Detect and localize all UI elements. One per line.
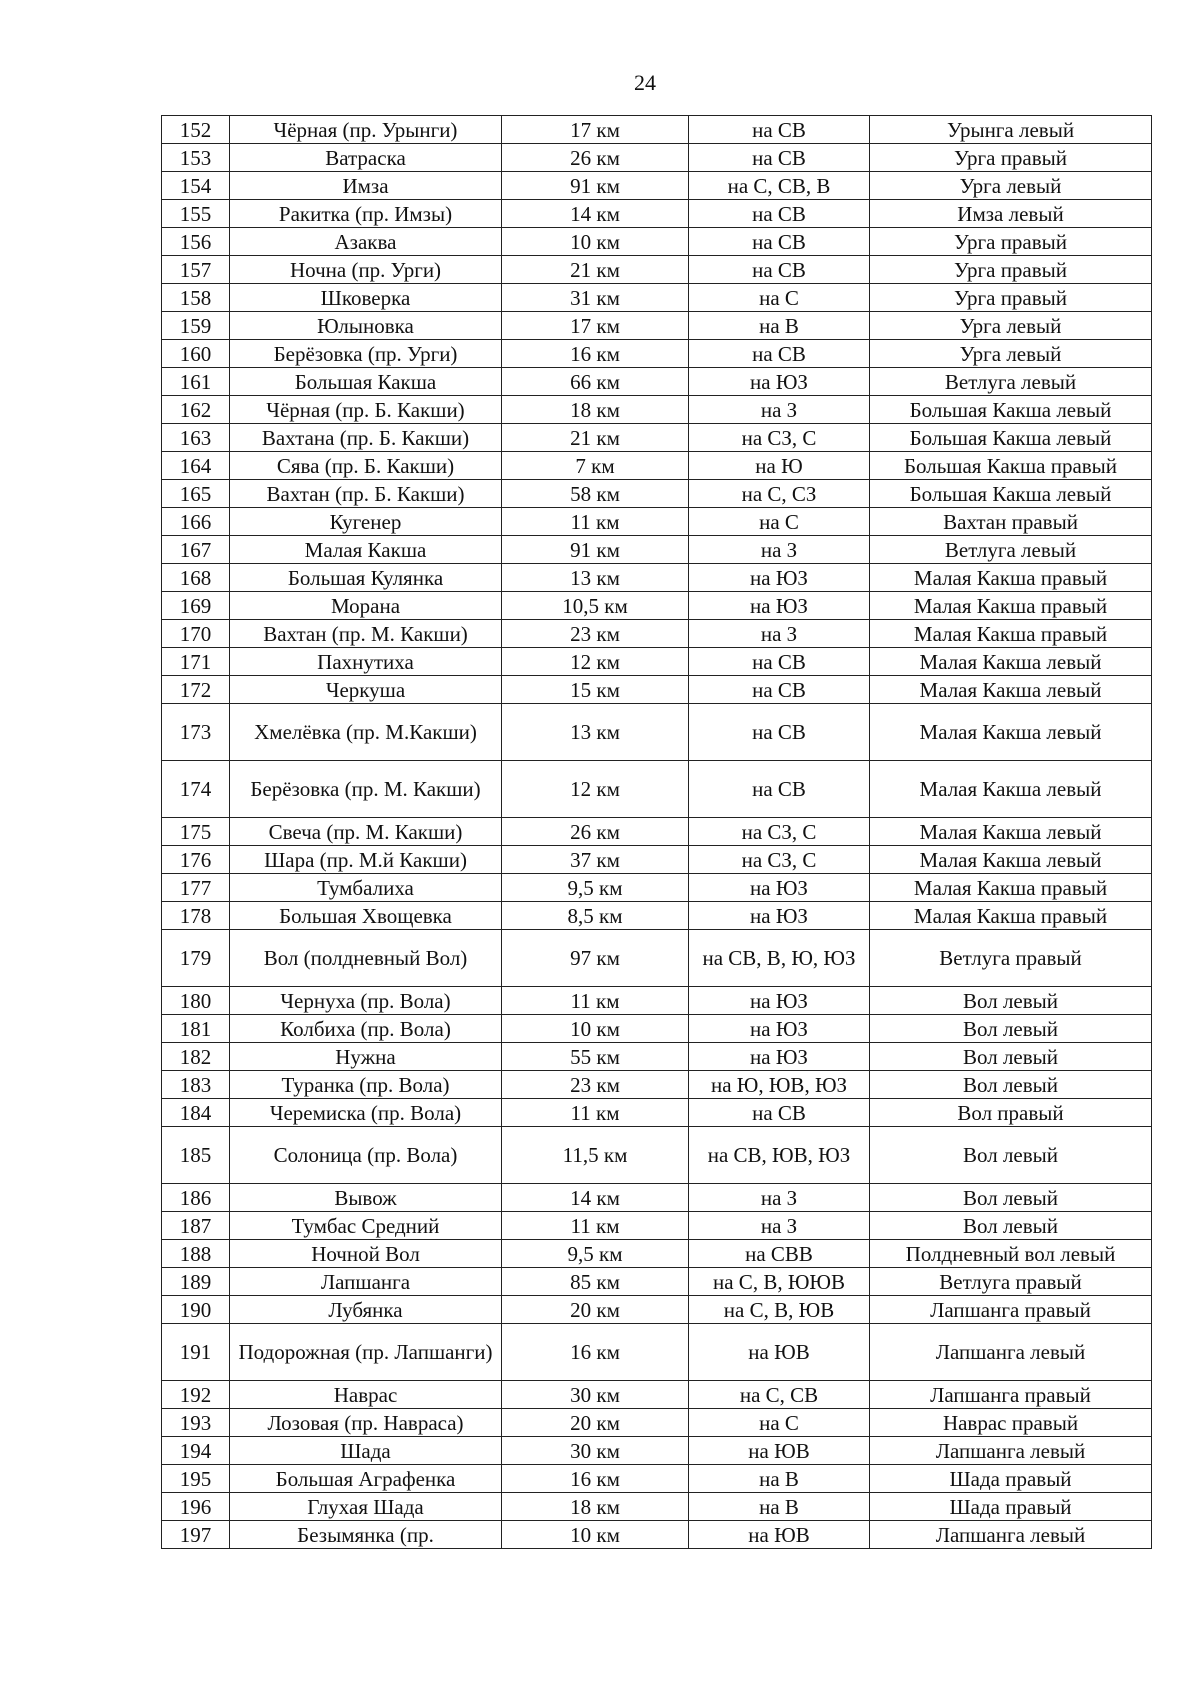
river-length: 11 км — [502, 987, 689, 1015]
river-name: Лубянка — [230, 1296, 502, 1324]
river-name: Ночной Вол — [230, 1240, 502, 1268]
row-number: 161 — [162, 368, 230, 396]
river-length: 17 км — [502, 116, 689, 144]
flow-direction: на С — [689, 508, 870, 536]
mouth-river: Полдневный вол левый — [870, 1240, 1152, 1268]
river-length: 11 км — [502, 508, 689, 536]
river-length: 23 км — [502, 620, 689, 648]
mouth-river: Вол левый — [870, 1043, 1152, 1071]
flow-direction: на СВ — [689, 761, 870, 818]
table-row — [162, 452, 1152, 480]
row-number: 170 — [162, 620, 230, 648]
table-row — [162, 116, 1152, 144]
mouth-river: Лапшанга левый — [870, 1324, 1152, 1381]
flow-direction: на СВ — [689, 228, 870, 256]
flow-direction: на З — [689, 1184, 870, 1212]
mouth-river: Лапшанга левый — [870, 1521, 1152, 1549]
river-name: Шада — [230, 1437, 502, 1465]
flow-direction: на ЮЗ — [689, 592, 870, 620]
river-length: 31 км — [502, 284, 689, 312]
river-length: 91 км — [502, 536, 689, 564]
flow-direction: на В — [689, 312, 870, 340]
table-row — [162, 1099, 1152, 1127]
river-length: 16 км — [502, 340, 689, 368]
row-number: 158 — [162, 284, 230, 312]
mouth-river: Вол левый — [870, 1015, 1152, 1043]
table-row — [162, 1437, 1152, 1465]
row-number: 185 — [162, 1127, 230, 1184]
river-name: Берёзовка (пр. Урги) — [230, 340, 502, 368]
row-number: 156 — [162, 228, 230, 256]
row-number: 174 — [162, 761, 230, 818]
river-length: 14 км — [502, 1184, 689, 1212]
river-name: Вол (полдневный Вол) — [230, 930, 502, 987]
river-length: 91 км — [502, 172, 689, 200]
river-name: Колбиха (пр. Вола) — [230, 1015, 502, 1043]
river-length: 12 км — [502, 761, 689, 818]
river-name: Большая Какша — [230, 368, 502, 396]
mouth-river: Вол правый — [870, 1099, 1152, 1127]
river-name: Берёзовка (пр. М. Какши) — [230, 761, 502, 818]
flow-direction: на В — [689, 1465, 870, 1493]
mouth-river: Урга левый — [870, 312, 1152, 340]
river-length: 20 км — [502, 1296, 689, 1324]
river-name: Чёрная (пр. Б. Какши) — [230, 396, 502, 424]
row-number: 155 — [162, 200, 230, 228]
river-length: 23 км — [502, 1071, 689, 1099]
flow-direction: на З — [689, 536, 870, 564]
table-row — [162, 1043, 1152, 1071]
river-name: Вывож — [230, 1184, 502, 1212]
row-number: 166 — [162, 508, 230, 536]
row-number: 181 — [162, 1015, 230, 1043]
river-name: Ночна (пр. Урги) — [230, 256, 502, 284]
row-number: 179 — [162, 930, 230, 987]
mouth-river: Урынга левый — [870, 116, 1152, 144]
row-number: 172 — [162, 676, 230, 704]
river-name: Вахтана (пр. Б. Какши) — [230, 424, 502, 452]
river-length: 55 км — [502, 1043, 689, 1071]
river-name: Вахтан (пр. Б. Какши) — [230, 480, 502, 508]
table-row — [162, 874, 1152, 902]
row-number: 168 — [162, 564, 230, 592]
row-number: 186 — [162, 1184, 230, 1212]
river-length: 30 км — [502, 1381, 689, 1409]
river-length: 7 км — [502, 452, 689, 480]
flow-direction: на СВ — [689, 648, 870, 676]
mouth-river: Урга правый — [870, 144, 1152, 172]
table-row — [162, 284, 1152, 312]
river-length: 9,5 км — [502, 874, 689, 902]
mouth-river: Малая Какша правый — [870, 592, 1152, 620]
river-length: 13 км — [502, 564, 689, 592]
mouth-river: Большая Какша левый — [870, 480, 1152, 508]
flow-direction: на СВ — [689, 340, 870, 368]
table-row — [162, 396, 1152, 424]
flow-direction: на С, СВ — [689, 1381, 870, 1409]
table-row — [162, 676, 1152, 704]
table-row — [162, 368, 1152, 396]
table-row — [162, 1212, 1152, 1240]
mouth-river: Урга правый — [870, 284, 1152, 312]
river-length: 21 км — [502, 424, 689, 452]
river-name: Подорожная (пр. Лапшанги) — [230, 1324, 502, 1381]
table-row — [162, 1015, 1152, 1043]
mouth-river: Малая Какша правый — [870, 874, 1152, 902]
table-row — [162, 648, 1152, 676]
river-length: 97 км — [502, 930, 689, 987]
flow-direction: на СЗ, С — [689, 846, 870, 874]
mouth-river: Урга левый — [870, 172, 1152, 200]
mouth-river: Малая Какша левый — [870, 818, 1152, 846]
flow-direction: на С, СВ, В — [689, 172, 870, 200]
flow-direction: на СВ, В, Ю, ЮЗ — [689, 930, 870, 987]
river-name: Лозовая (пр. Навраса) — [230, 1409, 502, 1437]
river-length: 10 км — [502, 1015, 689, 1043]
flow-direction: на СВ — [689, 200, 870, 228]
flow-direction: на ЮЗ — [689, 1043, 870, 1071]
flow-direction: на З — [689, 620, 870, 648]
table-row — [162, 172, 1152, 200]
row-number: 177 — [162, 874, 230, 902]
row-number: 157 — [162, 256, 230, 284]
flow-direction: на ЮЗ — [689, 874, 870, 902]
table-row — [162, 930, 1152, 987]
river-length: 10 км — [502, 228, 689, 256]
flow-direction: на С, В, ЮВ — [689, 1296, 870, 1324]
river-name: Свеча (пр. М. Какши) — [230, 818, 502, 846]
mouth-river: Лапшанга правый — [870, 1381, 1152, 1409]
table-row — [162, 620, 1152, 648]
table-row — [162, 1184, 1152, 1212]
flow-direction: на ЮВ — [689, 1521, 870, 1549]
table-row — [162, 1324, 1152, 1381]
table-row — [162, 1493, 1152, 1521]
table-row — [162, 704, 1152, 761]
flow-direction: на СВВ — [689, 1240, 870, 1268]
river-name: Малая Какша — [230, 536, 502, 564]
river-name: Ватраска — [230, 144, 502, 172]
row-number: 164 — [162, 452, 230, 480]
row-number: 183 — [162, 1071, 230, 1099]
mouth-river: Малая Какша левый — [870, 676, 1152, 704]
river-name: Черкуша — [230, 676, 502, 704]
row-number: 173 — [162, 704, 230, 761]
mouth-river: Урга правый — [870, 256, 1152, 284]
mouth-river: Вол левый — [870, 1212, 1152, 1240]
table-row — [162, 564, 1152, 592]
flow-direction: на С — [689, 1409, 870, 1437]
mouth-river: Урга левый — [870, 340, 1152, 368]
flow-direction: на ЮВ — [689, 1437, 870, 1465]
flow-direction: на СВ — [689, 1099, 870, 1127]
river-name: Большая Хвощевка — [230, 902, 502, 930]
river-name: Шара (пр. М.й Какши) — [230, 846, 502, 874]
river-length: 15 км — [502, 676, 689, 704]
river-name: Лапшанга — [230, 1268, 502, 1296]
rivers-table — [161, 115, 1152, 1549]
row-number: 194 — [162, 1437, 230, 1465]
row-number: 178 — [162, 902, 230, 930]
river-name: Большая Кулянка — [230, 564, 502, 592]
river-length: 26 км — [502, 818, 689, 846]
table-row — [162, 1381, 1152, 1409]
river-name: Хмелёвка (пр. М.Какши) — [230, 704, 502, 761]
river-length: 20 км — [502, 1409, 689, 1437]
table-row — [162, 1071, 1152, 1099]
row-number: 169 — [162, 592, 230, 620]
river-length: 10,5 км — [502, 592, 689, 620]
mouth-river: Большая Какша левый — [870, 396, 1152, 424]
river-name: Имза — [230, 172, 502, 200]
flow-direction: на СЗ, С — [689, 818, 870, 846]
row-number: 152 — [162, 116, 230, 144]
mouth-river: Вахтан правый — [870, 508, 1152, 536]
river-length: 21 км — [502, 256, 689, 284]
river-length: 11,5 км — [502, 1127, 689, 1184]
river-name: Солоница (пр. Вола) — [230, 1127, 502, 1184]
flow-direction: на СВ — [689, 676, 870, 704]
table-row — [162, 536, 1152, 564]
river-length: 16 км — [502, 1465, 689, 1493]
mouth-river: Шада правый — [870, 1465, 1152, 1493]
mouth-river: Урга правый — [870, 228, 1152, 256]
row-number: 182 — [162, 1043, 230, 1071]
mouth-river: Ветлуга левый — [870, 368, 1152, 396]
river-length: 37 км — [502, 846, 689, 874]
river-name: Сява (пр. Б. Какши) — [230, 452, 502, 480]
river-length: 14 км — [502, 200, 689, 228]
table-row — [162, 228, 1152, 256]
mouth-river: Малая Какша левый — [870, 704, 1152, 761]
row-number: 176 — [162, 846, 230, 874]
table-row — [162, 480, 1152, 508]
river-length: 11 км — [502, 1212, 689, 1240]
row-number: 163 — [162, 424, 230, 452]
flow-direction: на ЮЗ — [689, 902, 870, 930]
mouth-river: Малая Какша левый — [870, 846, 1152, 874]
row-number: 160 — [162, 340, 230, 368]
river-name: Шковерка — [230, 284, 502, 312]
river-length: 8,5 км — [502, 902, 689, 930]
mouth-river: Вол левый — [870, 1127, 1152, 1184]
mouth-river: Ветлуга левый — [870, 536, 1152, 564]
river-length: 58 км — [502, 480, 689, 508]
river-name: Морана — [230, 592, 502, 620]
table-body — [162, 116, 1152, 1549]
row-number: 192 — [162, 1381, 230, 1409]
river-name: Большая Аграфенка — [230, 1465, 502, 1493]
table-row — [162, 508, 1152, 536]
river-name: Глухая Шада — [230, 1493, 502, 1521]
river-name: Туранка (пр. Вола) — [230, 1071, 502, 1099]
flow-direction: на ЮЗ — [689, 368, 870, 396]
river-length: 66 км — [502, 368, 689, 396]
river-name: Тумбалиха — [230, 874, 502, 902]
mouth-river: Лапшанга левый — [870, 1437, 1152, 1465]
flow-direction: на Ю — [689, 452, 870, 480]
river-length: 18 км — [502, 1493, 689, 1521]
flow-direction: на СВ, ЮВ, ЮЗ — [689, 1127, 870, 1184]
mouth-river: Большая Какша левый — [870, 424, 1152, 452]
flow-direction: на СВ — [689, 704, 870, 761]
mouth-river: Ветлуга правый — [870, 1268, 1152, 1296]
river-name: Тумбас Средний — [230, 1212, 502, 1240]
mouth-river: Малая Какша левый — [870, 761, 1152, 818]
table-row — [162, 1240, 1152, 1268]
table-row — [162, 592, 1152, 620]
river-length: 17 км — [502, 312, 689, 340]
river-name: Азаква — [230, 228, 502, 256]
river-length: 16 км — [502, 1324, 689, 1381]
flow-direction: на СЗ, С — [689, 424, 870, 452]
table-row — [162, 1465, 1152, 1493]
table-row — [162, 1296, 1152, 1324]
flow-direction: на СВ — [689, 256, 870, 284]
row-number: 171 — [162, 648, 230, 676]
flow-direction: на ЮЗ — [689, 1015, 870, 1043]
flow-direction: на З — [689, 396, 870, 424]
mouth-river: Лапшанга правый — [870, 1296, 1152, 1324]
row-number: 159 — [162, 312, 230, 340]
river-length: 10 км — [502, 1521, 689, 1549]
flow-direction: на С — [689, 284, 870, 312]
table-row — [162, 1409, 1152, 1437]
river-length: 12 км — [502, 648, 689, 676]
river-name: Пахнутиха — [230, 648, 502, 676]
mouth-river: Малая Какша правый — [870, 620, 1152, 648]
river-length: 18 км — [502, 396, 689, 424]
river-name: Юлыновка — [230, 312, 502, 340]
row-number: 195 — [162, 1465, 230, 1493]
table-row — [162, 1127, 1152, 1184]
row-number: 197 — [162, 1521, 230, 1549]
river-name: Наврас — [230, 1381, 502, 1409]
row-number: 180 — [162, 987, 230, 1015]
river-name: Вахтан (пр. М. Какши) — [230, 620, 502, 648]
flow-direction: на ЮЗ — [689, 564, 870, 592]
row-number: 154 — [162, 172, 230, 200]
row-number: 191 — [162, 1324, 230, 1381]
table-row — [162, 144, 1152, 172]
table-row — [162, 200, 1152, 228]
row-number: 162 — [162, 396, 230, 424]
table-row — [162, 424, 1152, 452]
mouth-river: Наврас правый — [870, 1409, 1152, 1437]
river-length: 30 км — [502, 1437, 689, 1465]
river-length: 26 км — [502, 144, 689, 172]
table-row — [162, 761, 1152, 818]
river-length: 11 км — [502, 1099, 689, 1127]
river-name: Безымянка (пр. — [230, 1521, 502, 1549]
river-length: 13 км — [502, 704, 689, 761]
row-number: 165 — [162, 480, 230, 508]
row-number: 167 — [162, 536, 230, 564]
flow-direction: на СВ — [689, 144, 870, 172]
row-number: 189 — [162, 1268, 230, 1296]
table-row — [162, 846, 1152, 874]
river-length: 85 км — [502, 1268, 689, 1296]
river-name: Черемиска (пр. Вола) — [230, 1099, 502, 1127]
mouth-river: Малая Какша левый — [870, 648, 1152, 676]
table-row — [162, 1521, 1152, 1549]
row-number: 184 — [162, 1099, 230, 1127]
table-row — [162, 256, 1152, 284]
river-name: Ракитка (пр. Имзы) — [230, 200, 502, 228]
table-row — [162, 340, 1152, 368]
table-row — [162, 987, 1152, 1015]
mouth-river: Вол левый — [870, 1071, 1152, 1099]
flow-direction: на В — [689, 1493, 870, 1521]
table-row — [162, 902, 1152, 930]
page-number: 24 — [634, 70, 656, 95]
mouth-river: Имза левый — [870, 200, 1152, 228]
row-number: 193 — [162, 1409, 230, 1437]
row-number: 175 — [162, 818, 230, 846]
river-name: Кугенер — [230, 508, 502, 536]
row-number: 190 — [162, 1296, 230, 1324]
river-name: Чернуха (пр. Вола) — [230, 987, 502, 1015]
mouth-river: Вол левый — [870, 1184, 1152, 1212]
row-number: 196 — [162, 1493, 230, 1521]
mouth-river: Шада правый — [870, 1493, 1152, 1521]
row-number: 188 — [162, 1240, 230, 1268]
flow-direction: на СВ — [689, 116, 870, 144]
table-row — [162, 1268, 1152, 1296]
river-name: Нужна — [230, 1043, 502, 1071]
river-name: Чёрная (пр. Урынги) — [230, 116, 502, 144]
row-number: 153 — [162, 144, 230, 172]
flow-direction: на З — [689, 1212, 870, 1240]
table-row — [162, 312, 1152, 340]
mouth-river: Малая Какша правый — [870, 564, 1152, 592]
flow-direction: на С, В, ЮЮВ — [689, 1268, 870, 1296]
mouth-river: Ветлуга правый — [870, 930, 1152, 987]
mouth-river: Большая Какша правый — [870, 452, 1152, 480]
river-length: 9,5 км — [502, 1240, 689, 1268]
flow-direction: на Ю, ЮВ, ЮЗ — [689, 1071, 870, 1099]
mouth-river: Вол левый — [870, 987, 1152, 1015]
flow-direction: на ЮЗ — [689, 987, 870, 1015]
flow-direction: на ЮВ — [689, 1324, 870, 1381]
flow-direction: на С, СЗ — [689, 480, 870, 508]
table-row — [162, 818, 1152, 846]
mouth-river: Малая Какша правый — [870, 902, 1152, 930]
row-number: 187 — [162, 1212, 230, 1240]
